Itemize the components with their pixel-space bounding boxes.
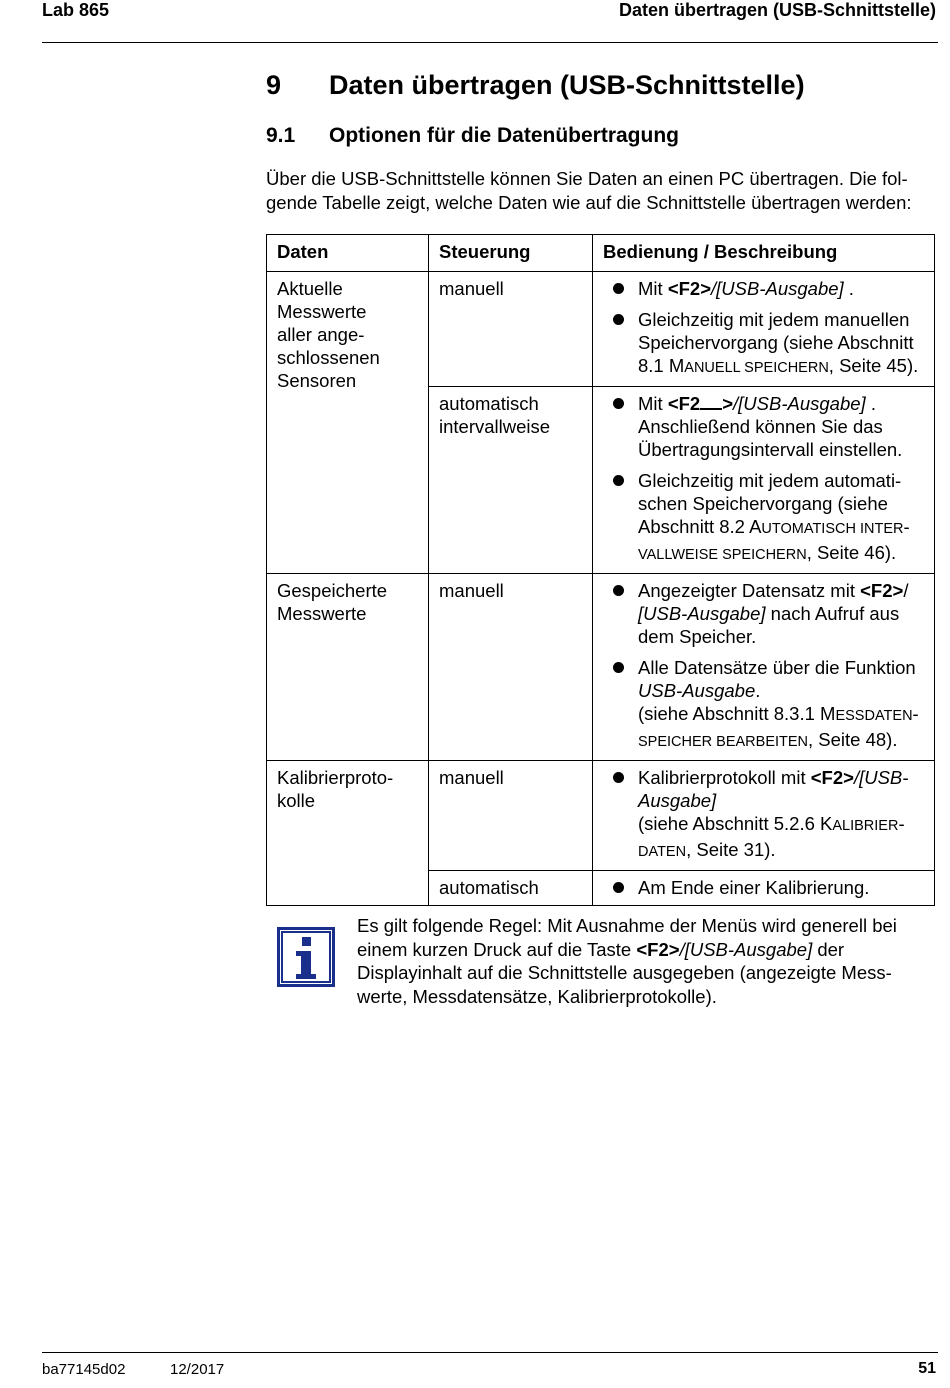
cell-bedienung	[593, 871, 935, 906]
cell-steuerung	[429, 387, 593, 574]
cell-daten-aktuelle-messwerte	[267, 272, 429, 574]
cell-daten-gespeicherte-messwerte	[267, 574, 429, 761]
key-label: <F2>	[860, 580, 904, 601]
note-paragraph	[357, 914, 939, 1008]
menu-label: /[USB-Ausgabe]	[711, 278, 844, 299]
key-label: <F2>	[636, 938, 680, 960]
menu-label: /[USB-	[853, 767, 909, 788]
running-header-right: Daten übertragen (USB-Schnittstelle)	[618, 0, 936, 20]
table-row	[267, 761, 935, 871]
note-line: werte, Messdatensätze, Kalibrierprotokolle).	[357, 985, 717, 1007]
chapter-title: Daten übertragen (USB-Schnittstelle)	[329, 70, 805, 100]
cell-line: Aktuelle	[277, 278, 343, 299]
section-heading	[266, 124, 679, 148]
bullet-text: (siehe Abschnitt 5.2.6 K	[638, 813, 833, 834]
bullet-item	[613, 392, 926, 461]
cell-steuerung: manuell	[429, 272, 593, 387]
footer-rule	[42, 1352, 938, 1353]
column-header-bedienung: Bedienung / Beschreibung	[593, 235, 935, 272]
cell-line: kolle	[277, 790, 316, 811]
bullet-icon	[613, 398, 624, 409]
info-icon	[277, 927, 335, 987]
bullet-item	[613, 469, 926, 567]
note-text: der	[812, 938, 845, 960]
cross-reference: UTOMATISCH INTER	[761, 521, 904, 537]
intro-line: Über die USB-Schnittstelle können Sie Daten an einen PC übertragen. Die fol-	[266, 168, 908, 189]
key-label: <F2>	[810, 767, 854, 788]
bullet-text: nach Aufruf aus	[765, 603, 900, 624]
bullet-text: Abschnitt 8.2 A	[638, 516, 762, 537]
section-number: 9.1	[266, 124, 296, 147]
cell-bedienung	[593, 574, 935, 761]
bullet-icon	[613, 662, 624, 673]
bullet-text: Speichervorgang (siehe Abschnitt	[638, 332, 914, 353]
column-header-daten: Daten	[267, 235, 429, 272]
bullet-text: Alle Datensätze über die Funktion	[638, 657, 916, 678]
cell-line: automatisch	[439, 393, 539, 414]
bullet-text: schen Speichervorgang (siehe	[638, 493, 888, 514]
section-title: Optionen für die Datenübertragung	[329, 124, 679, 147]
table-header-row	[267, 235, 935, 272]
bullet-text: /	[903, 580, 909, 601]
key-label: <F2	[667, 393, 701, 414]
cross-reference: ANUELL SPEICHERN	[684, 360, 829, 376]
note-line: Displayinhalt auf die Schnittstelle ausgegeben (angezeigte Mess-	[357, 962, 892, 983]
intro-line: gende Tabelle zeigt, welche Daten wie auf die Schnittstelle übertragen werden:	[266, 191, 912, 213]
bullet-text: -	[912, 703, 919, 724]
table-row	[267, 272, 935, 387]
cross-reference: VALLWEISE SPEICHERN	[638, 547, 807, 563]
bullet-text: 8.1 M	[638, 355, 685, 376]
cell-steuerung: automatisch	[429, 871, 593, 906]
cell-line: Gespeicherte	[277, 580, 388, 601]
cross-reference: DATEN	[638, 844, 687, 860]
menu-label: /[USB-Ausgabe]	[679, 938, 813, 960]
bullet-item	[613, 277, 926, 300]
bullet-item	[613, 876, 926, 899]
column-header-steuerung: Steuerung	[429, 235, 593, 272]
cell-line: Messwerte	[277, 301, 367, 322]
cell-steuerung: manuell	[429, 574, 593, 761]
header-rule	[42, 42, 938, 43]
key-label: >	[722, 393, 734, 414]
bullet-icon	[613, 585, 624, 596]
chapter-number: 9	[266, 70, 282, 100]
bullet-text: Gleichzeitig mit jedem automati-	[638, 470, 902, 491]
bullet-text: Am Ende einer Kalibrierung.	[638, 877, 870, 898]
cell-bedienung	[593, 387, 935, 574]
cell-line: schlossenen	[277, 347, 380, 368]
bullet-text: .	[865, 393, 876, 414]
cell-steuerung: manuell	[429, 761, 593, 871]
bullet-icon	[613, 882, 624, 893]
bullet-item	[613, 656, 926, 754]
bullet-item	[613, 308, 926, 380]
bullet-text: (siehe Abschnitt 8.3.1 M	[638, 703, 836, 724]
bullet-text: dem Speicher.	[638, 626, 757, 647]
bullet-text: , Seite 46).	[806, 542, 897, 563]
page-number: 51	[918, 1360, 936, 1377]
function-label: USB-Ausgabe	[638, 680, 756, 701]
bullet-icon	[613, 314, 624, 325]
bullet-icon	[613, 475, 624, 486]
bullet-text: , Seite 48).	[808, 729, 898, 750]
bullet-text: Gleichzeitig mit jedem manuellen	[638, 309, 910, 330]
bullet-text: .	[755, 680, 761, 701]
bullet-item	[613, 766, 926, 864]
cell-line: Kalibrierproto-	[277, 767, 394, 788]
bullet-text: -	[903, 516, 910, 537]
bullet-text: Anschließend können Sie das	[638, 416, 883, 437]
cross-reference: SPEICHER BEARBEITEN	[638, 734, 809, 750]
intro-paragraph	[266, 167, 938, 214]
bullet-icon	[613, 283, 624, 294]
bullet-text: Übertragungsintervall einstellen.	[638, 439, 903, 460]
menu-label: /[USB-Ausgabe]	[733, 393, 866, 414]
bullet-text: Mit	[638, 393, 668, 414]
bullet-text: Mit	[638, 278, 668, 299]
cell-line: Sensoren	[277, 370, 357, 391]
chapter-heading	[266, 70, 805, 101]
document-date: 12/2017	[170, 1361, 225, 1378]
cross-reference: ESSDATEN	[835, 708, 913, 724]
cell-line: intervallweise	[439, 416, 551, 437]
placeholder-underline	[700, 394, 722, 410]
bullet-icon	[613, 772, 624, 783]
menu-label: [USB-Ausgabe]	[638, 603, 766, 624]
cell-line: aller ange-	[277, 324, 365, 345]
running-header-left: Lab 865	[42, 0, 110, 20]
key-label: <F2>	[667, 278, 712, 299]
menu-label: Ausgabe]	[638, 790, 717, 811]
table-row	[267, 574, 935, 761]
bullet-text: Kalibrierprotokoll mit	[638, 767, 811, 788]
note-text: einem kurzen Druck auf die Taste	[357, 938, 637, 960]
note-line: Es gilt folgende Regel: Mit Ausnahme der Menüs wird generell bei	[357, 915, 897, 936]
bullet-text: , Seite 31).	[686, 839, 776, 860]
cross-reference: ALIBRIER	[832, 818, 899, 834]
cell-bedienung	[593, 272, 935, 387]
bullet-text: Angezeigter Datensatz mit	[638, 580, 861, 601]
bullet-text: , Seite 45).	[828, 355, 919, 376]
cell-bedienung	[593, 761, 935, 871]
bullet-text: -	[898, 813, 905, 834]
cell-line: Messwerte	[277, 603, 367, 624]
bullet-text: .	[843, 278, 854, 299]
document-code: ba77145d02	[42, 1361, 126, 1378]
cell-daten-kalibrierprotokolle	[267, 761, 429, 906]
data-transfer-table	[266, 234, 935, 906]
bullet-item	[613, 579, 926, 648]
